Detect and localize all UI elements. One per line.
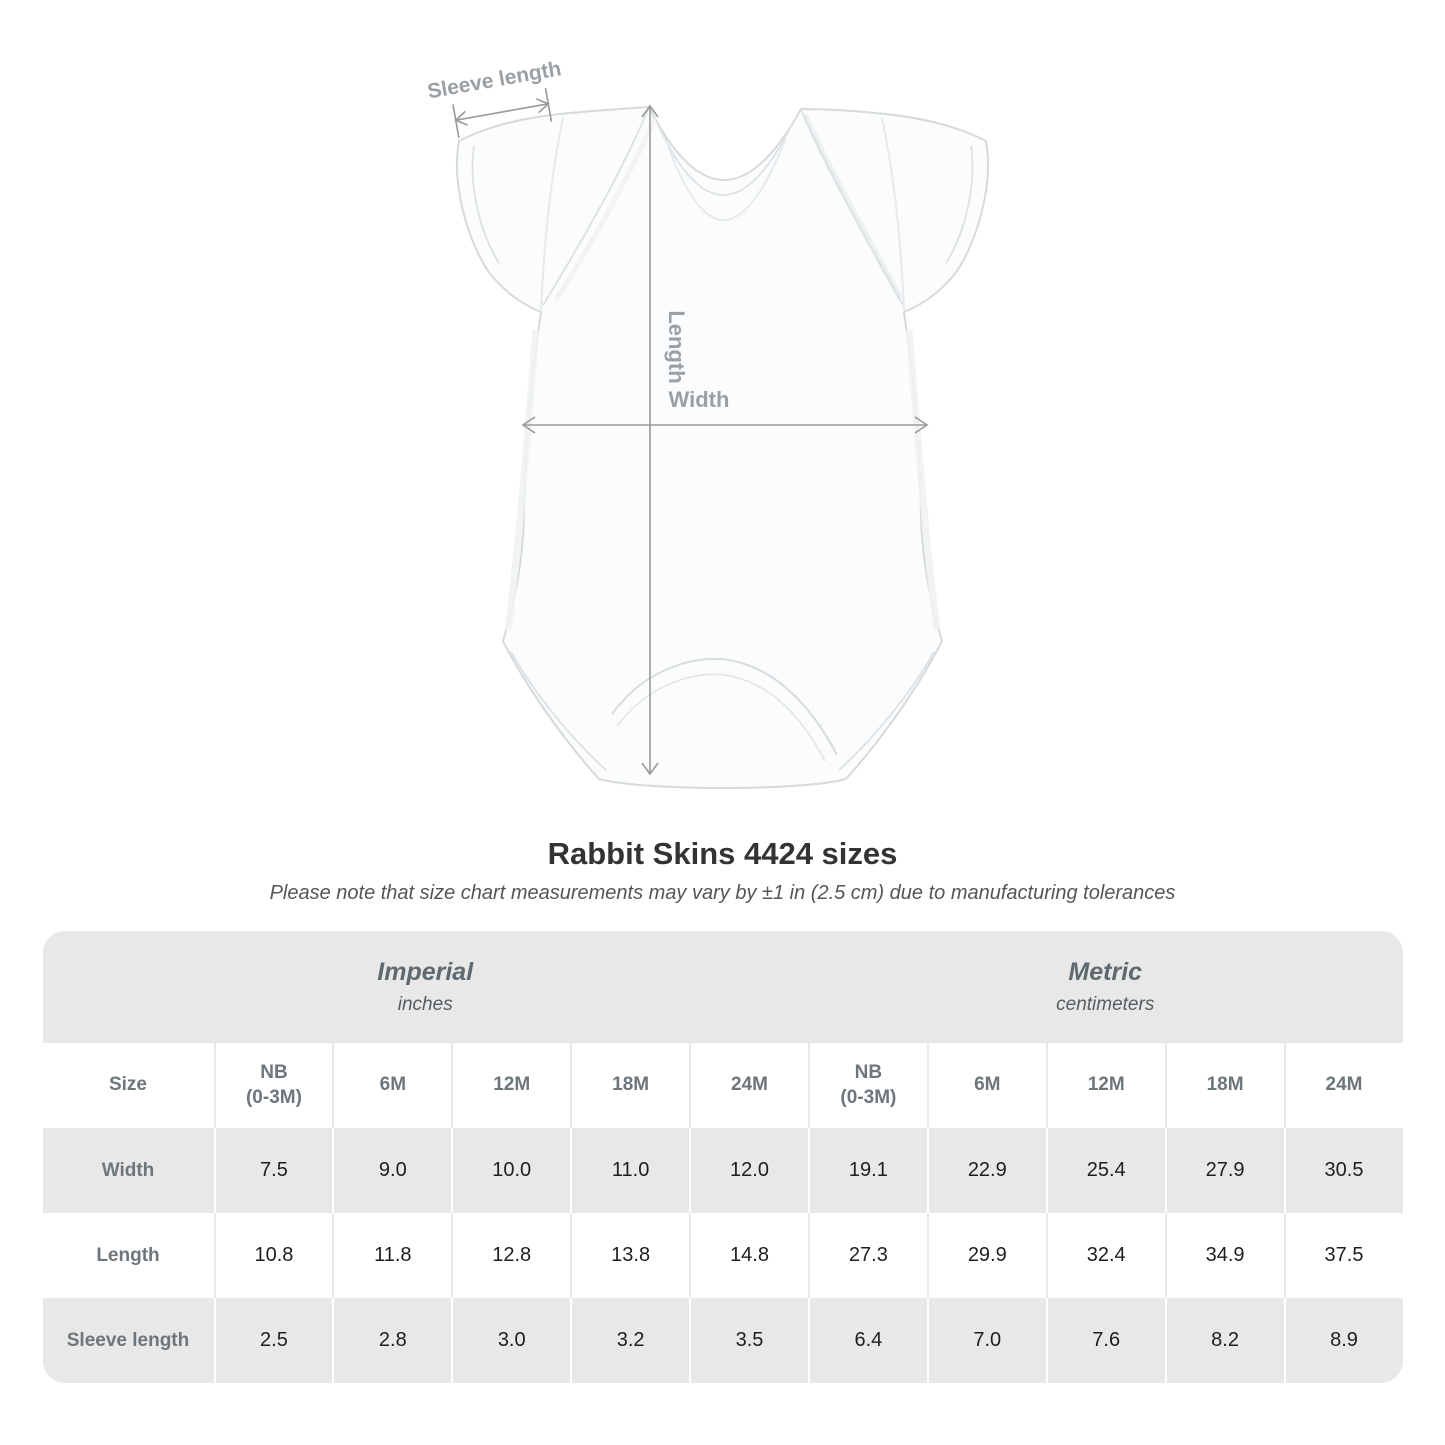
table-row-width bbox=[43, 1128, 1403, 1213]
size-value-cell: 22.9 bbox=[927, 1128, 1046, 1213]
onesie-illustration bbox=[457, 107, 988, 788]
size-value-cell: 2.8 bbox=[332, 1298, 451, 1383]
size-value-cell: 8.2 bbox=[1165, 1298, 1284, 1383]
column-header-imperial-12m: 12M bbox=[451, 1043, 570, 1128]
corner-header-size: Size bbox=[43, 1043, 214, 1128]
size-value-cell: 3.2 bbox=[570, 1298, 689, 1383]
size-value-cell: 37.5 bbox=[1284, 1213, 1403, 1298]
column-header-metric-24m: 24M bbox=[1284, 1043, 1403, 1128]
size-value-cell: 2.5 bbox=[214, 1298, 333, 1383]
imperial-label: Imperial bbox=[377, 958, 474, 986]
size-value-cell: 27.9 bbox=[1165, 1128, 1284, 1213]
column-header-row bbox=[43, 1043, 1403, 1128]
size-value-cell: 7.6 bbox=[1046, 1298, 1165, 1383]
table-row-sleeve-length bbox=[43, 1298, 1403, 1383]
size-value-cell: 7.5 bbox=[214, 1128, 333, 1213]
table-row-length bbox=[43, 1213, 1403, 1298]
column-header-imperial-18m: 18M bbox=[570, 1043, 689, 1128]
size-value-cell: 30.5 bbox=[1284, 1128, 1403, 1213]
imperial-sublabel: inches bbox=[397, 994, 453, 1015]
column-header-imperial-24m: 24M bbox=[689, 1043, 808, 1128]
size-value-cell: 11.0 bbox=[570, 1128, 689, 1213]
row-label-length: Length bbox=[43, 1213, 214, 1298]
length-label: Length bbox=[664, 310, 689, 384]
size-value-cell: 12.8 bbox=[451, 1213, 570, 1298]
imperial-unit-header bbox=[43, 931, 808, 1043]
column-header-metric-18m: 18M bbox=[1165, 1043, 1284, 1128]
size-value-cell: 3.0 bbox=[451, 1298, 570, 1383]
size-value-cell: 12.0 bbox=[689, 1128, 808, 1213]
size-value-cell: 8.9 bbox=[1284, 1298, 1403, 1383]
size-value-cell: 13.8 bbox=[570, 1213, 689, 1298]
width-label: Width bbox=[668, 387, 730, 412]
size-value-cell: 29.9 bbox=[927, 1213, 1046, 1298]
size-value-cell: 34.9 bbox=[1165, 1213, 1284, 1298]
size-value-cell: 19.1 bbox=[808, 1128, 927, 1213]
size-value-cell: 32.4 bbox=[1046, 1213, 1165, 1298]
sleeve-length-label: Sleeve length bbox=[425, 57, 564, 104]
size-tolerance-note: Please note that size chart measurements may vary by ±1 in (2.5 cm) due to manufacturing tolerances bbox=[269, 882, 1176, 904]
size-value-cell: 27.3 bbox=[808, 1213, 927, 1298]
column-header-metric-12m: 12M bbox=[1046, 1043, 1165, 1128]
column-header-metric-nb: NB (0-3M) bbox=[808, 1043, 927, 1128]
row-label-width: Width bbox=[43, 1128, 214, 1213]
column-header-imperial-nb: NB (0-3M) bbox=[214, 1043, 333, 1128]
page-title: Rabbit Skins 4424 sizes bbox=[547, 836, 898, 871]
size-value-cell: 6.4 bbox=[808, 1298, 927, 1383]
metric-label: Metric bbox=[1068, 958, 1143, 986]
metric-sublabel: centimeters bbox=[1056, 994, 1155, 1015]
row-label-sleeve-length: Sleeve length bbox=[43, 1298, 214, 1383]
column-header-imperial-6m: 6M bbox=[332, 1043, 451, 1128]
size-value-cell: 7.0 bbox=[927, 1298, 1046, 1383]
size-value-cell: 3.5 bbox=[689, 1298, 808, 1383]
size-value-cell: 10.8 bbox=[214, 1213, 333, 1298]
size-value-cell: 10.0 bbox=[451, 1128, 570, 1213]
unit-band-row bbox=[43, 931, 1403, 1043]
size-value-cell: 14.8 bbox=[689, 1213, 808, 1298]
size-chart-table bbox=[43, 931, 1403, 1383]
size-value-cell: 11.8 bbox=[332, 1213, 451, 1298]
size-value-cell: 25.4 bbox=[1046, 1128, 1165, 1213]
size-value-cell: 9.0 bbox=[332, 1128, 451, 1213]
metric-unit-header bbox=[808, 931, 1403, 1043]
column-header-metric-6m: 6M bbox=[927, 1043, 1046, 1128]
